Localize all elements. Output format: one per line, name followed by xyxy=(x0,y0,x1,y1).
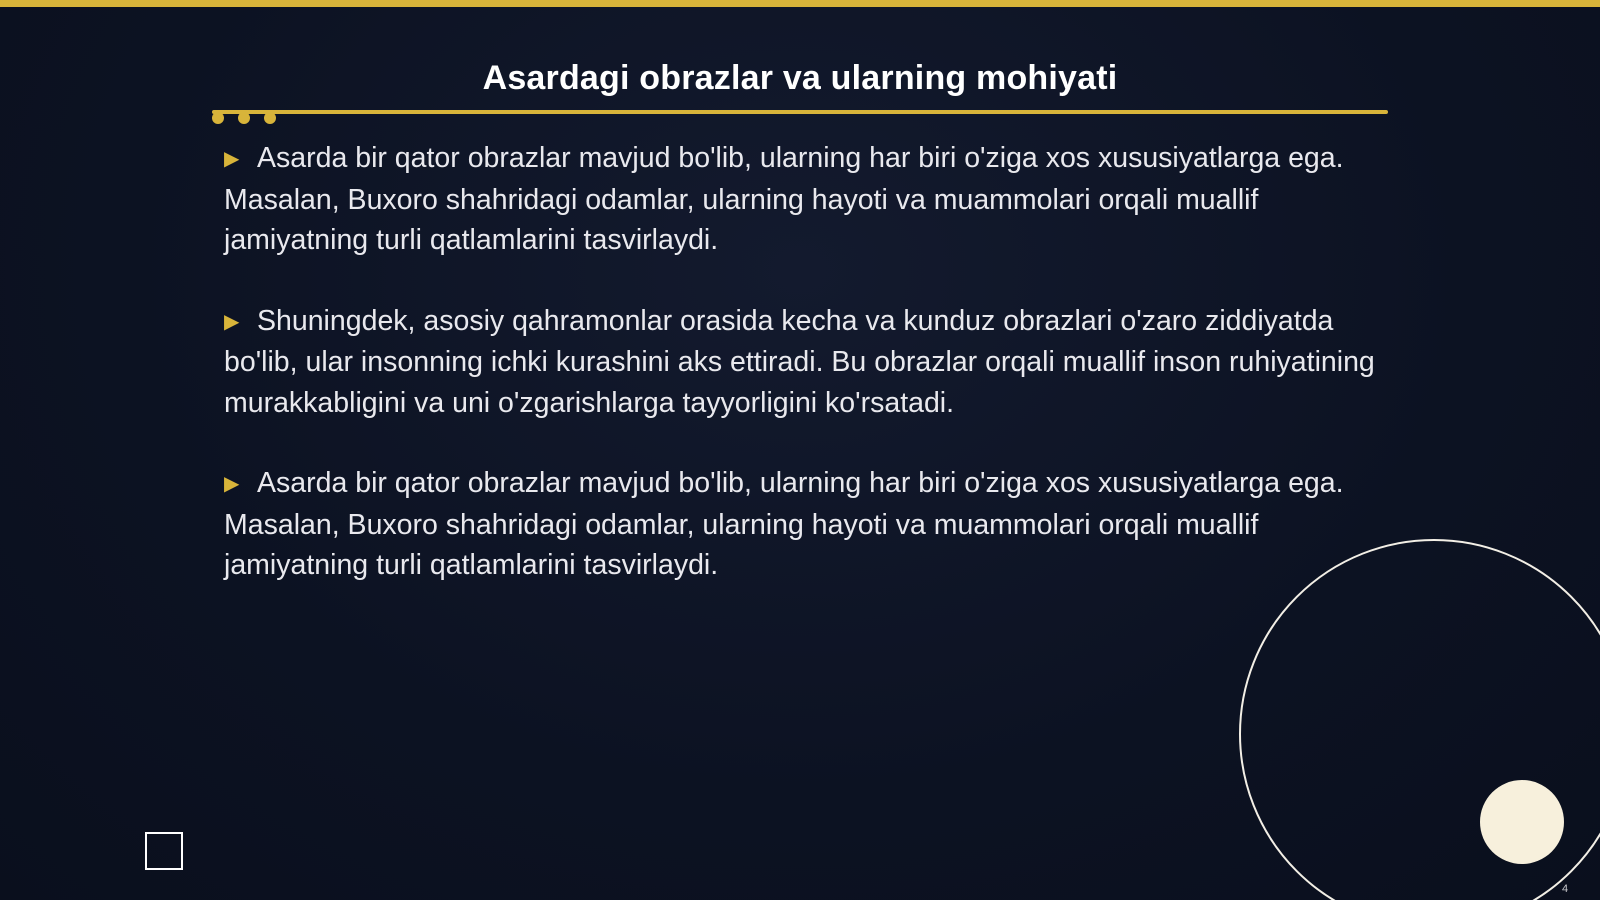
title-underline xyxy=(212,110,1388,114)
decorative-dots xyxy=(212,112,290,124)
bullet-text: Asarda bir qator obrazlar mavjud bo'lib, ularning har biri o'ziga xos xususiyatlarga ega. Masalan, Buxoro shahridagi odamlar, ularning hayoti va muammolari orqali muallif jamiyatning turli qatlamlarini tasvirlaydi. xyxy=(224,467,1344,581)
top-accent-bar xyxy=(0,0,1600,7)
play-triangle-icon: ▶ xyxy=(224,148,240,170)
dot-1 xyxy=(212,112,224,124)
bullet-text: Shuningdek, asosiy qahramonlar orasida kecha va kunduz obrazlari o'zaro ziddiyatda bo'lib, ular insonning ichki kurashini aks ettiradi. Bu obrazlar orqali muallif inson ruhiyatining murakkabligini va uni o'zgarishlarga tayyorligini ko'rsatadi. xyxy=(224,304,1375,419)
bullet-item xyxy=(224,138,1384,261)
play-triangle-icon: ▶ xyxy=(224,473,240,495)
play-triangle-icon: ▶ xyxy=(224,310,240,333)
slide-title: Asardagi obrazlar va ularning mohiyati xyxy=(482,59,1118,97)
decorative-square xyxy=(145,832,183,870)
dot-3 xyxy=(264,112,276,124)
bullet-item xyxy=(224,463,1384,586)
bullet-item xyxy=(224,301,1384,424)
page-number: 4 xyxy=(1562,883,1569,895)
bullet-list xyxy=(224,138,1384,626)
dot-2 xyxy=(238,112,250,124)
bullet-text: Asarda bir qator obrazlar mavjud bo'lib, ularning har biri o'ziga xos xususiyatlarga ega. Masalan, Buxoro shahridagi odamlar, ularning hayoti va muammolari orqali muallif jamiyatning turli qatlamlarini tasvirlaydi. xyxy=(224,142,1344,256)
decorative-cream-circle xyxy=(1480,780,1564,864)
